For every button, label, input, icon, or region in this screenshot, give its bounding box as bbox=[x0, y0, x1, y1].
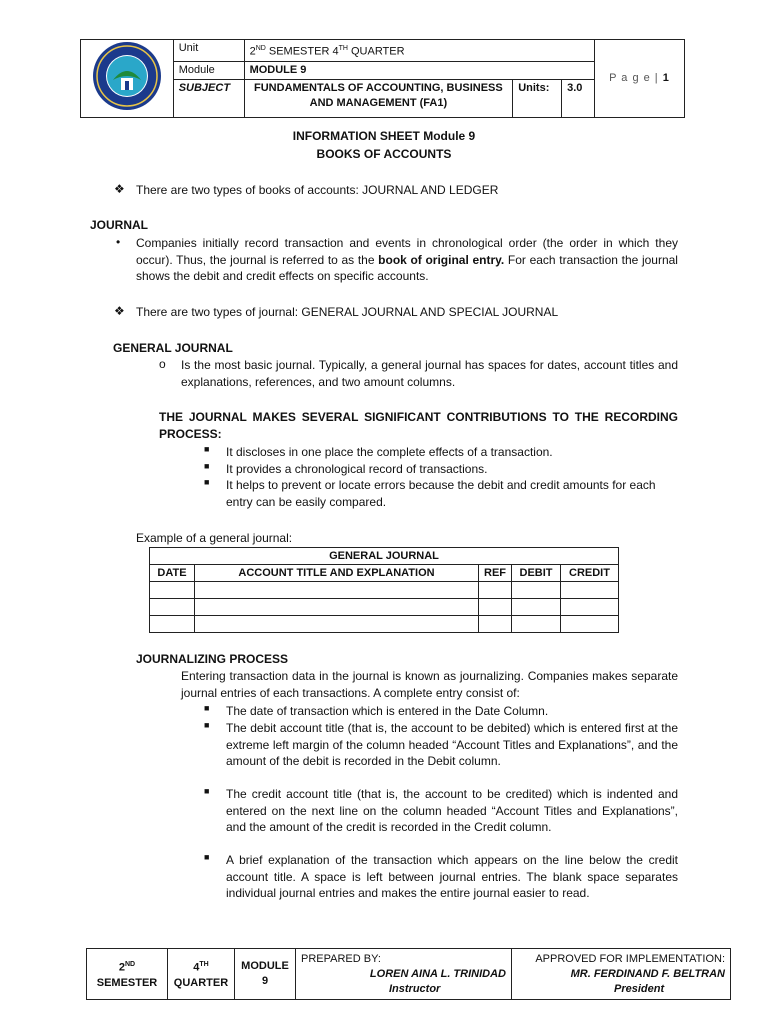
prepared-label: PREPARED BY: bbox=[301, 952, 381, 965]
square-bullet-icon: ■ bbox=[204, 703, 210, 713]
approved-role: President bbox=[614, 982, 665, 995]
prepared-role: Instructor bbox=[389, 982, 441, 995]
square-bullet-icon: ■ bbox=[204, 720, 210, 730]
prepared-name: LOREN AINA L. TRINIDAD bbox=[369, 967, 506, 980]
round-bullet-icon: • bbox=[116, 235, 121, 249]
gj-col-credit: CREDIT bbox=[561, 565, 619, 582]
footer-semester: 2ND SEMESTER bbox=[87, 949, 168, 1000]
journalizing-intro: Entering transaction data in the journal is known as journalizing. Companies makes separate journal entries of each transactions. A complete entry consist of: bbox=[181, 669, 678, 700]
contribution-item: It discloses in one place the complete effects of a transaction. bbox=[226, 445, 553, 459]
diamond-bullet-icon: ❖ bbox=[114, 304, 125, 318]
footer-prepared-by bbox=[296, 949, 512, 1000]
approved-label: APPROVED FOR IMPLEMENTATION: bbox=[535, 952, 725, 965]
journalizing-heading: JOURNALIZING PROCESS bbox=[136, 652, 289, 666]
contributions-heading: THE JOURNAL MAKES SEVERAL SIGNIFICANT CONTRIBUTIONS TO THE RECORDING PROCESS: bbox=[159, 410, 678, 441]
units-value: 3.0 bbox=[562, 79, 595, 117]
journalizing-item: A brief explanation of the transaction which appears on the line below the credit account title. A space is left between journal entries. The blank space separates individual journal entries and makes the entire journal easier to read. bbox=[226, 853, 678, 900]
journalizing-item: The date of transaction which is entered in the Date Column. bbox=[226, 704, 549, 718]
table-row bbox=[150, 582, 619, 599]
general-journal-table bbox=[149, 547, 619, 633]
journalizing-item: The credit account title (that is, the account to be credited) which is indented and entered on the next line on the column headed “Account Titles and Explanations”, and the amount of the credit is recorded in the Credit column. bbox=[226, 787, 678, 834]
unit-label: Unit bbox=[173, 40, 244, 62]
page-number: P a g e | 1 bbox=[594, 40, 684, 118]
journal-types-text: There are two types of journal: GENERAL JOURNAL AND SPECIAL JOURNAL bbox=[136, 305, 559, 319]
units-label: Units: bbox=[513, 79, 562, 117]
contribution-item: It helps to prevent or locate errors because the debit and credit amounts for each entry can be easily compared. bbox=[226, 478, 656, 509]
journalizing-item: The debit account title (that is, the account to be debited) which is entered first at the extreme left margin of the column headed “Account Titles and Explanations”, and the amount of the debit is recorded in the Debit column. bbox=[226, 721, 678, 768]
general-journal-heading: GENERAL JOURNAL bbox=[113, 341, 233, 355]
gj-col-date: DATE bbox=[150, 565, 195, 582]
contribution-item: It provides a chronological record of transactions. bbox=[226, 462, 488, 476]
square-bullet-icon: ■ bbox=[204, 852, 210, 862]
module-value: MODULE 9 bbox=[244, 61, 594, 79]
square-bullet-icon: ■ bbox=[204, 477, 210, 487]
journal-paragraph: Companies initially record transaction and events in chronological order (the order in which they occur). Thus, the journal is referred to as the book of original entry. For each transaction the journal shows the debit and credit effects on specific accounts. bbox=[136, 236, 678, 283]
subject-label: SUBJECT bbox=[173, 79, 244, 117]
gj-col-account: ACCOUNT TITLE AND EXPLANATION bbox=[195, 565, 479, 582]
intro-text: There are two types of books of accounts: JOURNAL AND LEDGER bbox=[136, 183, 499, 197]
footer-table bbox=[86, 948, 731, 1000]
subject-value: FUNDAMENTALS OF ACCOUNTING, BUSINESS AND MANAGEMENT (FA1) bbox=[244, 79, 513, 117]
footer-module: MODULE 9 bbox=[235, 949, 296, 1000]
logo-cell bbox=[81, 40, 174, 118]
gj-col-debit: DEBIT bbox=[512, 565, 561, 582]
journal-heading: JOURNAL bbox=[90, 218, 149, 232]
circle-bullet-icon: o bbox=[159, 357, 166, 371]
diamond-bullet-icon: ❖ bbox=[114, 182, 125, 196]
module-label: Module bbox=[173, 61, 244, 79]
approved-name: MR. FERDINAND F. BELTRAN bbox=[570, 967, 725, 980]
header-table bbox=[80, 39, 685, 118]
square-bullet-icon: ■ bbox=[204, 786, 210, 796]
square-bullet-icon: ■ bbox=[204, 444, 210, 454]
gj-table-title: GENERAL JOURNAL bbox=[150, 548, 619, 565]
books-of-accounts-title: BOOKS OF ACCOUNTS bbox=[316, 147, 452, 161]
gj-col-ref: REF bbox=[479, 565, 512, 582]
table-row bbox=[150, 616, 619, 633]
footer-quarter: 4TH QUARTER bbox=[168, 949, 235, 1000]
example-label: Example of a general journal: bbox=[136, 531, 293, 545]
general-journal-desc: Is the most basic journal. Typically, a general journal has spaces for dates, account titles and explanations, references, and two amount columns. bbox=[181, 358, 678, 389]
footer-approved-by bbox=[512, 949, 731, 1000]
square-bullet-icon: ■ bbox=[204, 461, 210, 471]
table-row bbox=[150, 599, 619, 616]
unit-value: 2ND SEMESTER 4TH QUARTER bbox=[244, 40, 594, 62]
school-seal-logo bbox=[91, 40, 163, 112]
info-sheet-title: INFORMATION SHEET Module 9 bbox=[292, 129, 476, 143]
